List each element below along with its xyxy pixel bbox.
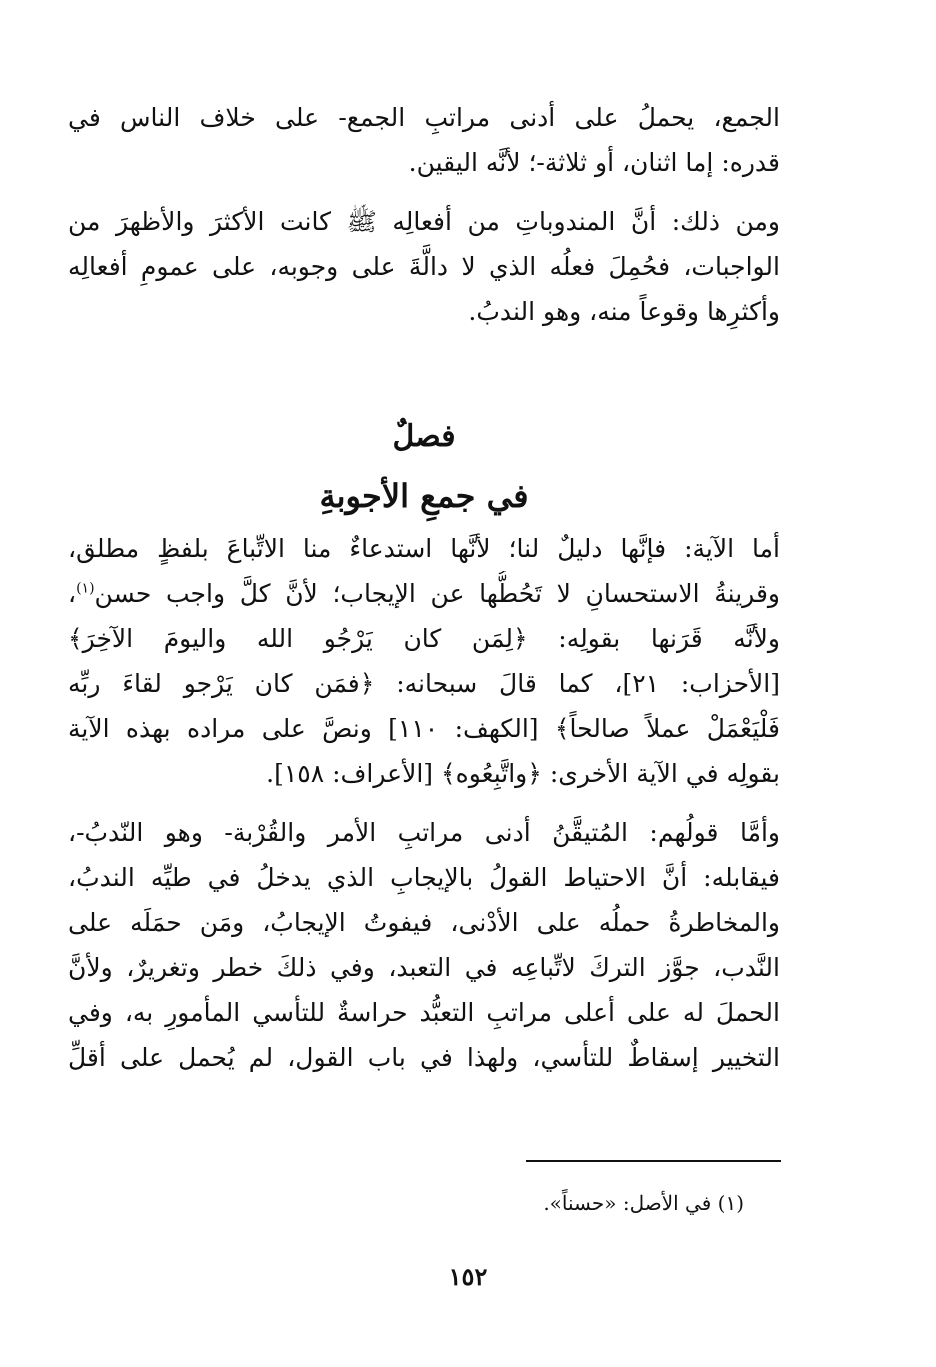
text-line: والمخاطرةُ حملُه على الأدْنى، فيفوتُ الإيجابُ، ومَن حمَلَه على bbox=[68, 908, 780, 937]
text-line: وأمَّا قولُهم: المُتيقَّنُ أدنى مراتبِ الأمر والقُرْبة- وهو النّدبُ-، bbox=[68, 818, 780, 847]
text-line-tail: ، bbox=[68, 579, 77, 608]
text-line: النَّدب، جوَّز التركَ لاتِّباعِه في التعبد، وفي ذلكَ خطر وتغريرٌ، ولأنَّ bbox=[68, 953, 780, 982]
footnote-reference[interactable]: (١) bbox=[76, 580, 95, 597]
text-line: ولأنَّه قَرَنها بقولِه: ﴿لِمَن كان يَرْجُو الله واليومَ الآخِرَ﴾ bbox=[68, 624, 780, 653]
footnote: (١) في الأصل: «حسناً». bbox=[543, 1191, 744, 1215]
text-line: فيقابله: أنَّ الاحتياط القولُ بالإيجابِ الذي يدخلُ في طيِّه الندبُ، bbox=[68, 863, 780, 892]
text-line: الواجبات، فحُمِلَ فعلُه الذي لا دالَّةَ على وجوبه، على عمومِ أفعالِه bbox=[68, 252, 780, 281]
text-line: فَلْيَعْمَلْ عملاً صالحاً﴾ [الكهف: ١١٠] ونصَّ على مراده بهذه الآية bbox=[68, 714, 780, 743]
text-line: الحملَ له على أعلى مراتبِ التعبُّد حراسةٌ للتأسي المأمورِ به، وفي bbox=[68, 998, 780, 1027]
text-line: وأكثرِها وقوعاً منه، وهو الندبُ. bbox=[468, 297, 780, 326]
paragraph bbox=[68, 810, 780, 1080]
page-body bbox=[68, 95, 780, 1080]
text-line: قدره: إما اثنان، أو ثلاثة-؛ لأنَّه اليقين. bbox=[408, 148, 780, 177]
text-line: [الأحزاب: ٢١]، كما قالَ سبحانه: ﴿فمَن كان يَرْجو لقاءَ ربِّه bbox=[68, 669, 780, 698]
footnote-divider bbox=[526, 1160, 781, 1162]
paragraph bbox=[68, 199, 780, 334]
text-line: بقولِه في الآية الأخرى: ﴿واتَّبِعُوه﴾ [الأعراف: ١٥٨]. bbox=[266, 759, 780, 788]
text-line: الجمع، يحملُ على أدنى مراتبِ الجمع- على خلاف الناس في bbox=[68, 103, 780, 132]
page-number: ١٥٢ bbox=[448, 1262, 488, 1291]
text-line-with-footnote bbox=[68, 571, 780, 616]
section-heading: فصلٌ bbox=[392, 419, 456, 454]
text-line: ومن ذلك: أنَّ المندوباتِ من أفعالِه ﷺ كانت الأكثرَ والأظهرَ من bbox=[68, 207, 780, 236]
text-line: التخيير إسقاطٌ للتأسي، ولهذا في باب القول، لم يُحمل على أقلِّ bbox=[68, 1043, 780, 1072]
paragraph bbox=[68, 526, 780, 796]
text-line: أما الآية: فإنَّها دليلٌ لنا؛ لأنَّها استدعاءٌ منا الاتِّباعَ بلفظٍ مطلق، bbox=[68, 534, 780, 563]
section-subheading: في جمعِ الأجوبةِ bbox=[319, 477, 529, 515]
paragraph bbox=[68, 95, 780, 185]
text-line-body: وقرينةُ الاستحسانِ لا تَحُطُّها عن الإيجاب؛ لأنَّ كلَّ واجب حسن bbox=[94, 579, 780, 608]
